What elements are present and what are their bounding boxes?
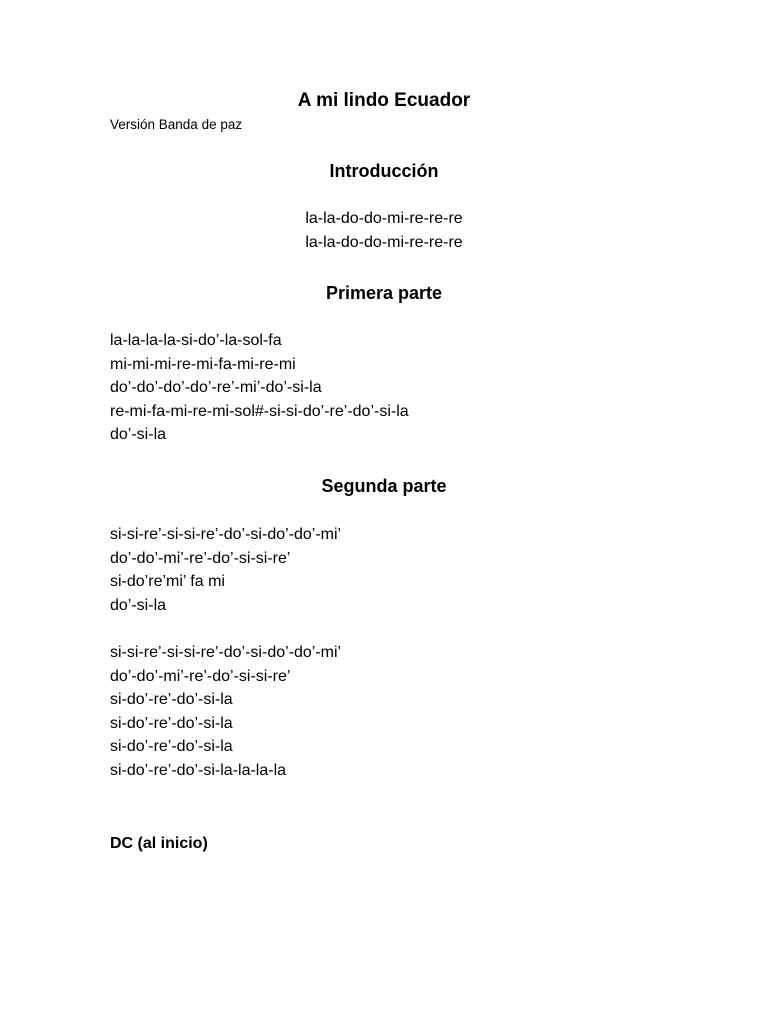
introduccion-lines: [0, 207, 768, 255]
section-heading-introduccion: Introducción: [329, 161, 439, 181]
document-title: A mi lindo Ecuador: [297, 90, 471, 111]
segunda-parte-stanza-2: [110, 641, 341, 783]
section-heading-segunda-parte: Segunda parte: [321, 476, 447, 496]
introduccion-line: la-la-do-do-mi-re-re-re: [305, 210, 463, 227]
segunda-parte-line: do’-si-la: [110, 596, 167, 614]
primera-parte-lines: [110, 329, 409, 447]
section-heading-primera-parte: Primera parte: [325, 283, 443, 303]
segunda-parte-line: si-do’-re’-do’-si-la-la-la-la: [110, 761, 287, 779]
primera-parte-line: la-la-la-la-si-do’-la-sol-fa: [110, 332, 282, 349]
segunda-parte-stanza-1: [110, 523, 341, 617]
segunda-parte-line: si-do’re’mi’ fa mi: [110, 573, 225, 591]
document-subtitle: Versión Banda de paz: [110, 117, 243, 132]
segunda-parte-line: si-si-re’-si-si-re’-do’-si-do’-do’-mi’: [110, 526, 342, 543]
segunda-parte-line: do’-do’-mi’-re’-do’-si-si-re’: [110, 667, 291, 685]
primera-parte-line: do’-do’-do’-do’-re’-mi’-do’-si-la: [110, 379, 322, 397]
segunda-parte-line: si-si-re’-si-si-re’-do’-si-do’-do’-mi’: [110, 644, 342, 661]
introduccion-line: la-la-do-do-mi-re-re-re: [305, 234, 463, 251]
primera-parte-line: do’-si-la: [110, 426, 167, 444]
segunda-parte-line: si-do’-re’-do’-si-la: [110, 738, 233, 756]
segunda-parte-line: do’-do’-mi’-re’-do’-si-si-re’: [110, 549, 291, 567]
segunda-parte-line: si-do’-re’-do’-si-la: [110, 714, 233, 732]
primera-parte-line: re-mi-fa-mi-re-mi-sol#-si-si-do’-re’-do’-si-la: [110, 402, 409, 420]
segunda-parte-line: si-do’-re’-do’-si-la: [110, 691, 233, 709]
da-capo-instruction: DC (al inicio): [110, 835, 208, 852]
primera-parte-line: mi-mi-mi-re-mi-fa-mi-re-mi: [110, 355, 296, 373]
